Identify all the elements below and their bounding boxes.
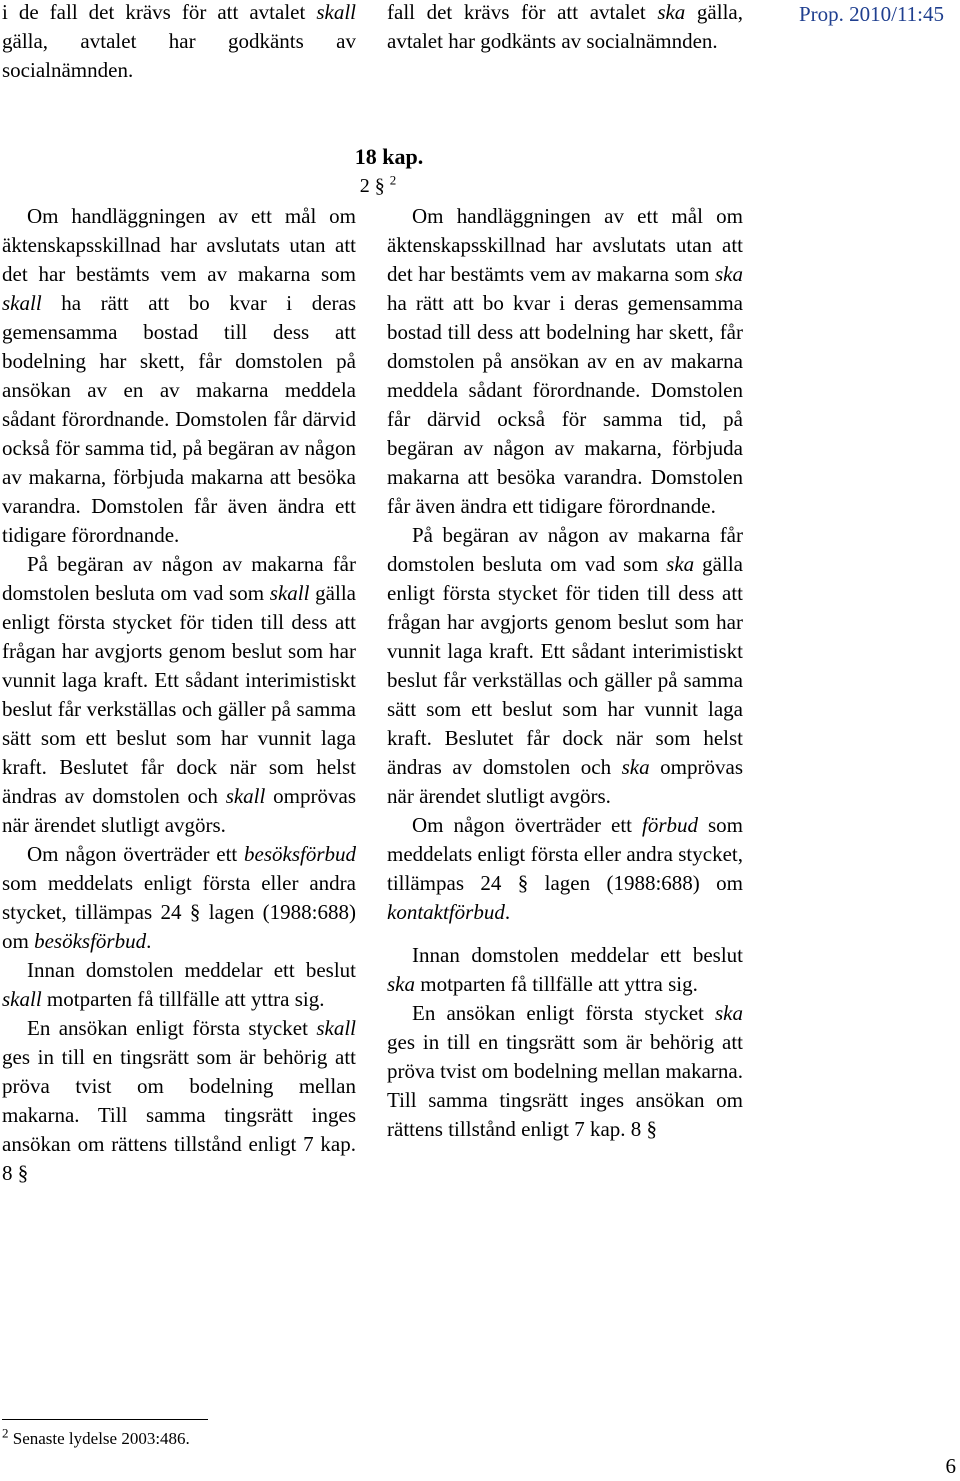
current-law-paragraph: Om någon överträder ett besöksförbud som meddelats enligt första eller andra stycket, tillämpas 24 § lagen (1988:688) om besöksförbud.: [2, 842, 356, 953]
header-left-paragraph: i de fall det krävs för att avtalet skall gälla, avtalet har godkänts av socialnämnden.: [2, 0, 356, 82]
current-law-paragraph: Om handläggningen av ett mål om äktenskapsskillnad har avslutats utan att det har bestämts vem av makarna som skall ha rätt att bo kvar i deras gemensamma bostad till dess att bodelning har skett, får domstolen på ansökan av en av makarna meddela sådant förordnande. Domstolen får därvid också för samma tid, på begäran av någon av makarna, förbjuda makarna att besöka varandra. Domstolen får även ändra ett tidigare förordnande.: [2, 204, 356, 547]
header-left-text: [2, 0, 356, 85]
proposed-law-column: [387, 202, 743, 1144]
current-law-column: [2, 202, 356, 1188]
proposed-law-paragraph: En ansökan enligt första stycket ska ges in till en tingsrätt som är behörig att pröva tvist om bodelning mellan makarna. Till samma tingsrätt inges ansökan om rättens tillstånd enligt 7 kap. 8 §: [387, 1001, 743, 1141]
proposed-law-paragraph: Om handläggningen av ett mål om äktenskapsskillnad har avslutats utan att det har bestämts vem av makarna som ska ha rätt att bo kvar i deras gemensamma bostad till dess att bodelning har skett, får domstolen på ansökan av en av makarna meddela sådant förordnande. Domstolen får därvid också för samma tid, på begäran av någon av makarna, förbjuda makarna att besöka varandra. Domstolen får även ändra ett tidigare förordnande.: [387, 204, 743, 518]
proposition-number: Prop. 2010/11:45: [798, 2, 944, 26]
footnote-text: Senaste lydelse 2003:486.: [12, 1429, 190, 1448]
proposed-law-paragraph: På begäran av någon av makarna får domstolen besluta om vad som ska gälla enligt första stycket för tiden till dess att frågan har avgjorts genom beslut som har vunnit laga kraft. Ett sådant interimistiskt beslut får verkställas och gäller på samma sätt som ett beslut som har vunnit laga kraft. Beslutet får dock när som helst ändras av domstolen och ska omprövas när ärendet slutligt avgörs.: [387, 523, 743, 808]
header-right-text: [387, 0, 743, 56]
footnote-marker: 2: [2, 1425, 9, 1441]
paragraph-gap: [387, 927, 743, 941]
header-right-paragraph: fall det krävs för att avtalet ska gälla, avtalet har godkänts av socialnämnden.: [387, 0, 743, 53]
current-law-paragraph: På begäran av någon av makarna får domstolen besluta om vad som skall gälla enligt första stycket för tiden till dess att frågan har avgjorts genom beslut som har vunnit laga kraft. Ett sådant interimistiskt beslut får verkställas och gäller på samma sätt som ett beslut som har vunnit laga kraft. Beslutet får dock när som helst ändras av domstolen och skall omprövas när ärendet slutligt avgörs.: [2, 552, 356, 837]
proposed-law-paragraph: Om någon överträder ett förbud som meddelats enligt första eller andra stycket, tillämpas 24 § lagen (1988:688) om kontaktförbud.: [387, 813, 743, 924]
proposed-law-paragraph: Innan domstolen meddelar ett beslut ska motparten få tillfälle att yttra sig.: [387, 943, 743, 996]
footnote: [2, 1425, 190, 1450]
current-law-paragraph: Innan domstolen meddelar ett beslut skall motparten få tillfälle att yttra sig.: [2, 958, 356, 1011]
footnote-rule: [2, 1419, 208, 1420]
current-law-paragraph: En ansökan enligt första stycket skall ges in till en tingsrätt som är behörig att pröva tvist om bodelning mellan makarna. Till samma tingsrätt inges ansökan om rättens tillstånd enligt 7 kap. 8 §: [2, 1016, 356, 1185]
section-heading: 2 § $^2$: [359, 172, 397, 197]
page-number: 6: [945, 1454, 956, 1478]
chapter-heading: 18 kap.: [354, 144, 424, 169]
